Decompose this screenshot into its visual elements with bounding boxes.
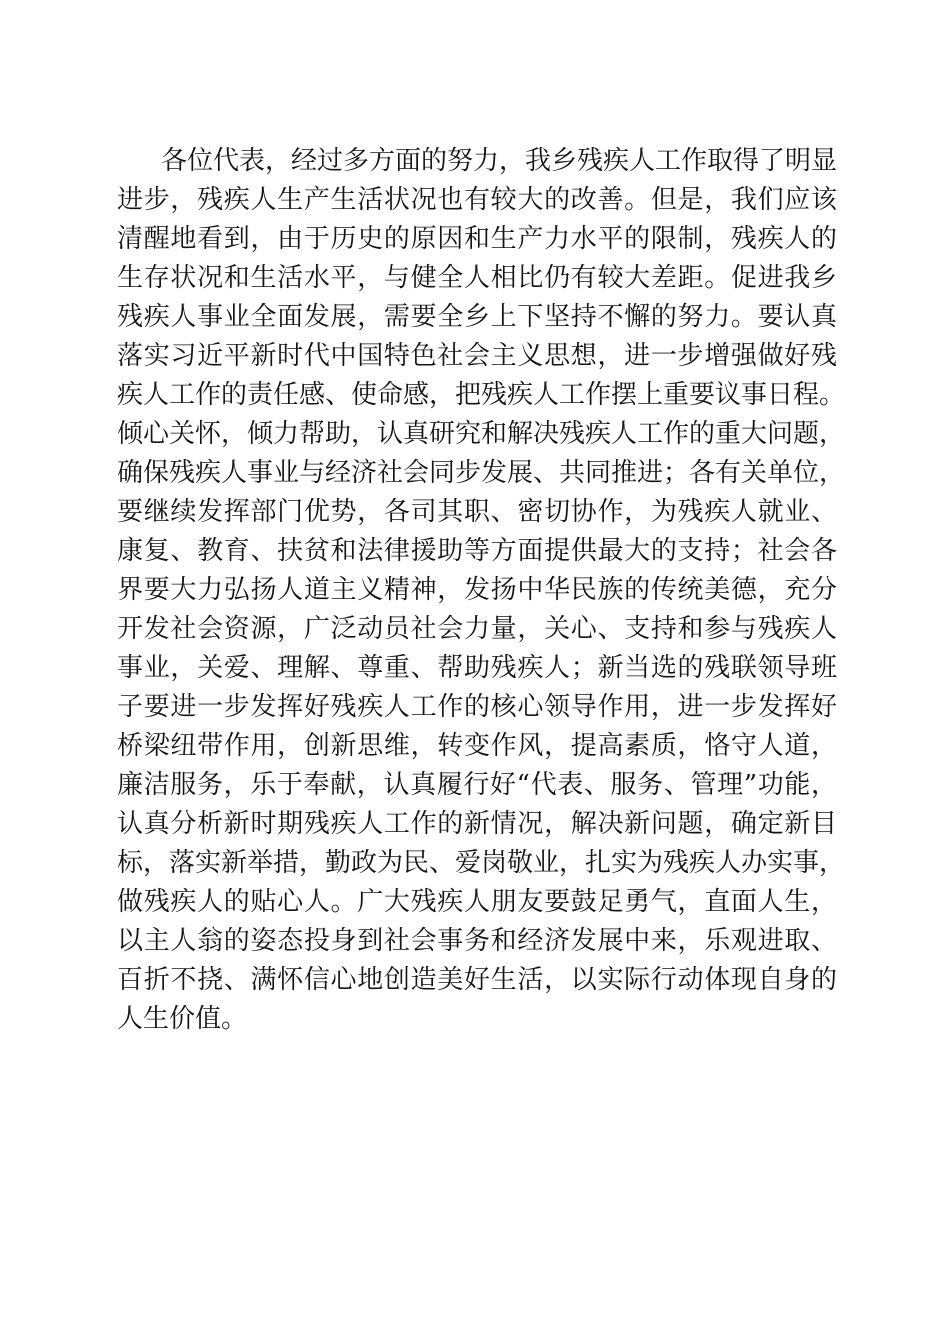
paragraph-line: 要继续发挥部门优势，各司其职、密切协作，为残疾人就业、 bbox=[117, 497, 837, 527]
paragraph-line: 标，落实新举措，勤政为民、爱岗敬业，扎实为残疾人办实事， bbox=[117, 848, 846, 878]
paragraph-line: 生存状况和生活水平，与健全人相比仍有较大差距。促进我乡 bbox=[117, 263, 837, 293]
paragraph-line: 倾心关怀，倾力帮助，认真研究和解决残疾人工作的重大问题， bbox=[117, 419, 846, 449]
paragraph-line: 廉洁服务，乐于奉献，认真履行好“代表、服务、管理”功能， bbox=[117, 770, 837, 800]
paragraph-line: 各位代表，经过多方面的努力，我乡残疾人工作取得了明显 bbox=[161, 146, 838, 176]
paragraph-line: 康复、教育、扶贫和法律援助等方面提供最大的支持；社会各 bbox=[117, 536, 837, 566]
paragraph-line: 做残疾人的贴心人。广大残疾人朋友要鼓足勇气，直面人生， bbox=[117, 887, 837, 917]
paragraph-line: 人生价值。 bbox=[117, 1004, 248, 1034]
paragraph-line: 百折不挠、满怀信心地创造美好生活，以实际行动体现自身的 bbox=[117, 965, 837, 995]
paragraph-line: 进步，残疾人生产生活状况也有较大的改善。但是，我们应该 bbox=[117, 185, 837, 215]
paragraph-line: 界要大力弘扬人道主义精神，发扬中华民族的传统美德，充分 bbox=[117, 575, 837, 605]
paragraph-line: 开发社会资源，广泛动员社会力量，关心、支持和参与残疾人 bbox=[117, 614, 837, 644]
body-paragraph bbox=[117, 142, 846, 1039]
paragraph-line: 事业，关爱、理解、尊重、帮助残疾人；新当选的残联领导班 bbox=[117, 653, 837, 683]
paragraph-line: 以主人翁的姿态投身到社会事务和经济发展中来，乐观进取、 bbox=[117, 926, 837, 956]
paragraph-line: 残疾人事业全面发展，需要全乡上下坚持不懈的努力。要认真 bbox=[117, 302, 837, 332]
paragraph-line: 确保残疾人事业与经济社会同步发展、共同推进；各有关单位， bbox=[117, 458, 846, 488]
paragraph-line: 子要进一步发挥好残疾人工作的核心领导作用，进一步发挥好 bbox=[117, 692, 837, 722]
paragraph-line: 疾人工作的责任感、使命感，把残疾人工作摆上重要议事日程。 bbox=[117, 380, 846, 410]
paragraph-line: 落实习近平新时代中国特色社会主义思想，进一步增强做好残 bbox=[117, 341, 837, 371]
paragraph-line: 清醒地看到，由于历史的原因和生产力水平的限制，残疾人的 bbox=[117, 224, 837, 254]
paragraph-line: 认真分析新时期残疾人工作的新情况，解决新问题，确定新目 bbox=[117, 809, 837, 839]
paragraph-line: 桥梁纽带作用，创新思维，转变作风，提高素质，恪守人道， bbox=[117, 731, 837, 761]
